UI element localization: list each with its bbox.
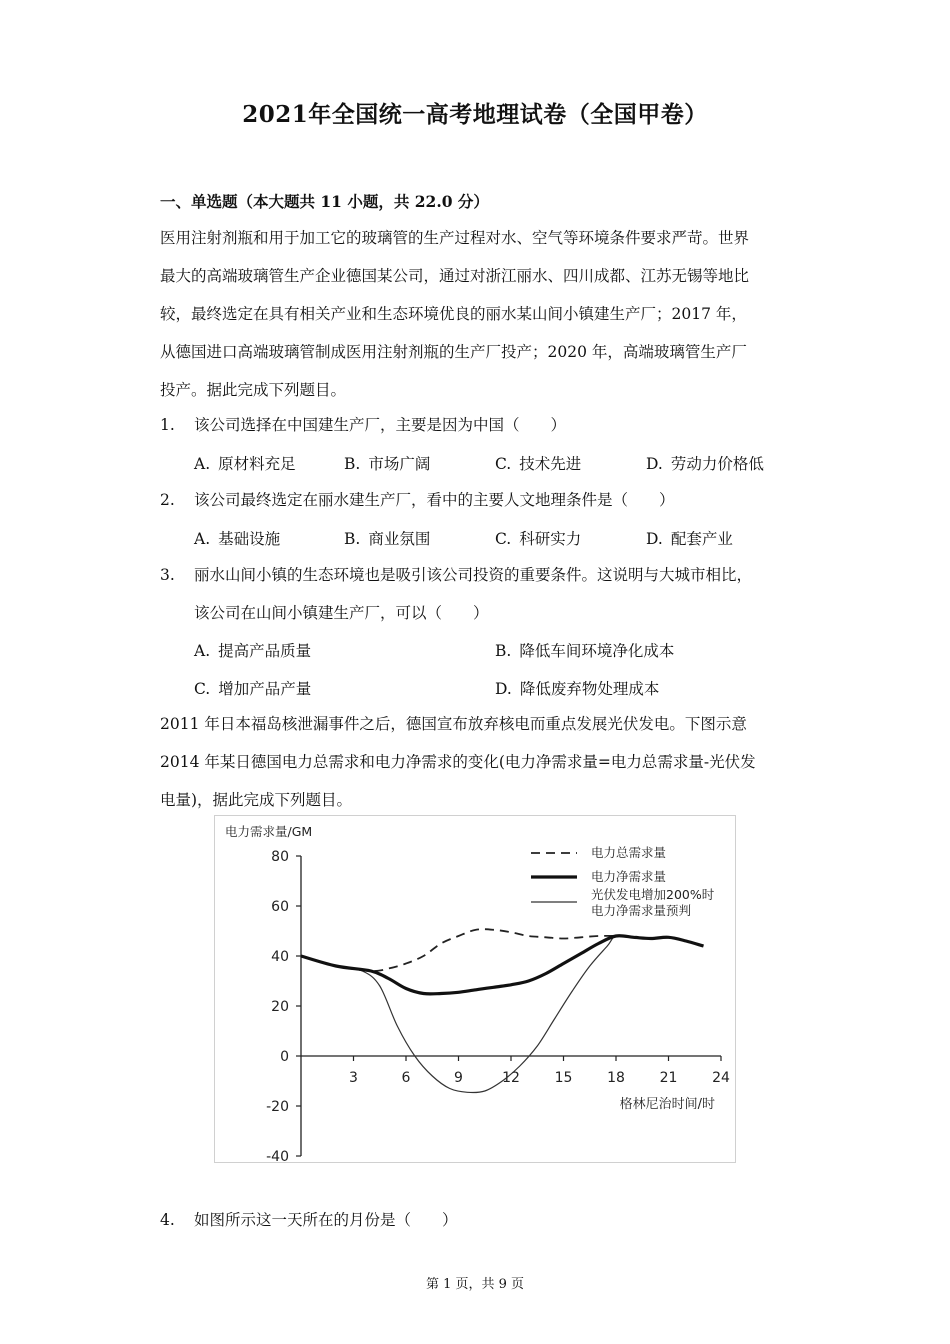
passage-line: 从德国进口高端玻璃管制成医用注射剂瓶的生产厂投产；2020 年，高端玻璃管生产厂 xyxy=(160,343,747,361)
page-footer: 第 1 页，共 9 页 xyxy=(425,1277,525,1292)
y-tick-label: -40 xyxy=(266,1149,289,1162)
option-text: 原材料充足 xyxy=(218,455,296,473)
passage-line: 医用注射剂瓶和用于加工它的玻璃管的生产过程对水、空气等环境条件要求严苛。世界 xyxy=(160,229,750,247)
x-tick-label: 3 xyxy=(349,1070,358,1086)
option-key: A. xyxy=(194,642,211,660)
x-tick-label: 9 xyxy=(454,1070,463,1086)
y-tick-label: -20 xyxy=(266,1099,289,1115)
x-tick-label: 12 xyxy=(502,1070,520,1086)
option-2d[interactable] xyxy=(646,527,733,549)
option-key: D. xyxy=(646,530,663,548)
x-axis-label: 格林尼治时间/时 xyxy=(619,1097,715,1112)
y-tick-label: 40 xyxy=(271,949,289,965)
option-key: B. xyxy=(344,455,361,473)
x-tick-label: 21 xyxy=(659,1070,678,1086)
legend-label-forecast-2: 电力净需求量预判 xyxy=(591,903,692,918)
page-title: 2021年全国统一高考地理试卷（全国甲卷） xyxy=(242,101,708,128)
option-3a[interactable] xyxy=(194,639,311,661)
option-text: 商业氛围 xyxy=(368,530,431,548)
option-text: 降低废弃物处理成本 xyxy=(519,680,660,698)
total-demand-line xyxy=(301,929,704,971)
passage-1 xyxy=(160,219,810,409)
option-3c[interactable] xyxy=(194,677,311,699)
option-text: 降低车间环境净化成本 xyxy=(519,642,675,660)
net-demand-forecast-line xyxy=(301,935,704,1092)
option-3b[interactable] xyxy=(495,639,674,661)
option-text: 劳动力价格低 xyxy=(670,455,764,473)
option-key: A. xyxy=(194,455,211,473)
net-demand-line xyxy=(301,936,704,994)
option-text: 技术先进 xyxy=(519,455,582,473)
question-number: 3. xyxy=(160,566,175,584)
legend-label-forecast-1: 光伏发电增加200%时 xyxy=(591,887,715,902)
option-1b[interactable] xyxy=(344,452,430,474)
option-key: A. xyxy=(194,530,211,548)
question-1 xyxy=(160,413,566,435)
passage-2 xyxy=(160,705,810,819)
option-text: 科研实力 xyxy=(519,530,582,548)
passage-line: 2011 年日本福岛核泄漏事件之后，德国宣布放弃核电而重点发展光伏发电。下图示意 xyxy=(160,715,747,733)
option-1a[interactable] xyxy=(194,452,296,474)
passage-line: 最大的高端玻璃管生产企业德国某公司，通过对浙江丽水、四川成都、江苏无锡等地比 xyxy=(160,267,750,285)
passage-line: 较，最终选定在具有相关产业和生态环境优良的丽水某山间小镇建生产厂；2017 年， xyxy=(160,305,747,323)
x-tick-label: 18 xyxy=(607,1070,625,1086)
y-tick-label: 20 xyxy=(271,999,289,1015)
y-axis-label: 电力需求量/GM xyxy=(225,824,313,839)
option-2c[interactable] xyxy=(495,527,581,549)
question-stem: 该公司选择在中国建生产厂，主要是因为中国（ ） xyxy=(194,416,567,434)
question-2 xyxy=(160,488,675,510)
option-1c[interactable] xyxy=(495,452,581,474)
option-key: D. xyxy=(646,455,663,473)
chart-svg xyxy=(215,816,735,1162)
option-1d[interactable] xyxy=(646,452,764,474)
section-heading: 一、单选题（本大题共 11 小题，共 22.0 分） xyxy=(160,192,489,211)
option-text: 配套产业 xyxy=(670,530,733,548)
demand-chart xyxy=(214,815,736,1163)
question-stem: 如图所示这一天所在的月份是（ ） xyxy=(194,1211,458,1229)
question-stem: 该公司最终选定在丽水建生产厂，看中的主要人文地理条件是（ ） xyxy=(194,491,675,509)
x-tick-label: 6 xyxy=(401,1070,411,1086)
option-key: B. xyxy=(344,530,361,548)
option-key: C. xyxy=(495,455,512,473)
option-key: B. xyxy=(495,642,512,660)
question-3 xyxy=(160,563,752,585)
option-3d[interactable] xyxy=(495,677,659,699)
passage-line: 2014 年某日德国电力总需求和电力净需求的变化(电力净需求量=电力总需求量-光伏发 xyxy=(160,753,756,771)
x-tick-label: 15 xyxy=(554,1070,573,1086)
question-4 xyxy=(160,1208,458,1230)
y-tick-label: 0 xyxy=(280,1049,289,1065)
option-text: 基础设施 xyxy=(218,530,281,548)
question-stem: 丽水山间小镇的生态环境也是吸引该公司投资的重要条件。这说明与大城市相比， xyxy=(194,566,753,584)
question-3-continued: 该公司在山间小镇建生产厂，可以（ ） xyxy=(194,604,489,622)
question-number: 2. xyxy=(160,491,175,509)
option-2b[interactable] xyxy=(344,527,430,549)
question-number: 4. xyxy=(160,1211,175,1229)
option-text: 市场广阔 xyxy=(368,455,431,473)
question-number: 1. xyxy=(160,416,175,434)
x-tick-label: 24 xyxy=(712,1070,730,1086)
option-text: 增加产品产量 xyxy=(218,680,312,698)
y-tick-label: 60 xyxy=(271,899,289,915)
option-key: C. xyxy=(495,530,512,548)
passage-line: 电量)，据此完成下列题目。 xyxy=(160,791,353,809)
y-tick-label: 80 xyxy=(271,849,289,865)
option-text: 提高产品质量 xyxy=(218,642,312,660)
passage-line: 投产。据此完成下列题目。 xyxy=(160,381,347,399)
legend-label-total: 电力总需求量 xyxy=(591,845,667,860)
option-key: D. xyxy=(495,680,512,698)
option-key: C. xyxy=(194,680,211,698)
option-2a[interactable] xyxy=(194,527,280,549)
legend-label-net: 电力净需求量 xyxy=(591,869,667,884)
